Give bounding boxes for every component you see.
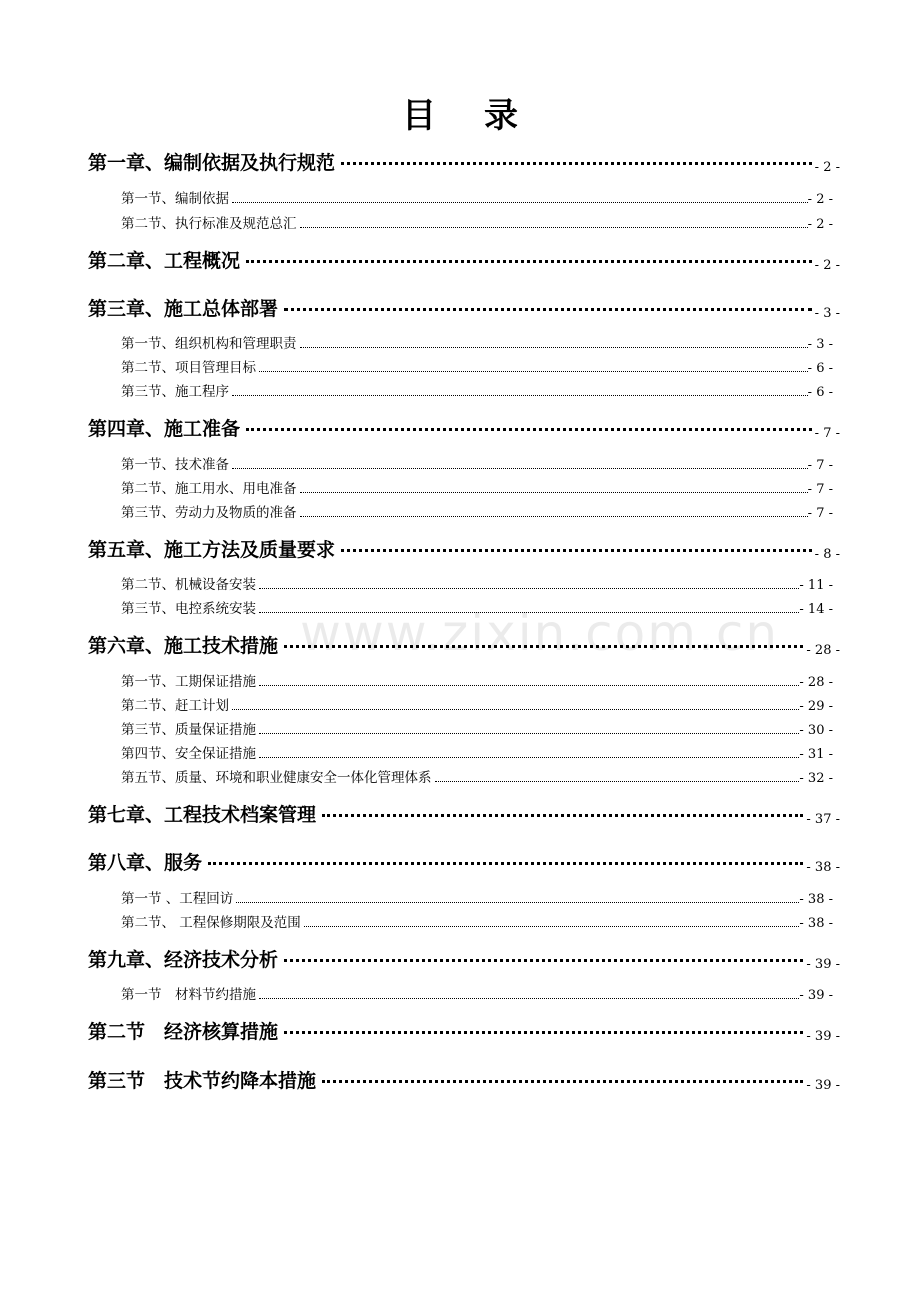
toc-page-number: - 31 -: [799, 747, 833, 762]
toc-entry-label: 第二节、项目管理目标: [121, 360, 256, 376]
toc-page-number: - 30 -: [799, 723, 833, 738]
toc-dot-leader: [284, 1031, 803, 1034]
toc-chapter-entry[interactable]: [88, 848, 840, 875]
toc-section-entry[interactable]: [121, 597, 833, 617]
toc-dot-leader: [259, 733, 799, 734]
toc-page-number: - 2 -: [807, 192, 833, 207]
toc-dot-leader: [208, 862, 803, 865]
toc-dot-leader: [300, 516, 808, 517]
toc-dot-leader: [259, 371, 808, 372]
toc-dot-leader: [284, 645, 803, 648]
toc-dot-leader: [284, 308, 812, 311]
toc-page-number: - 7 -: [807, 458, 833, 473]
toc-entry-label: 第五节、质量、环境和职业健康安全一体化管理体系: [121, 770, 432, 786]
toc-dot-leader: [259, 757, 799, 758]
toc-entry-label: 第二章、工程概况: [88, 250, 241, 272]
toc-title-char-1: 目: [402, 96, 436, 136]
toc-dot-leader: [341, 162, 812, 165]
toc-section-entry[interactable]: [121, 670, 833, 690]
toc-entry-label: 第一节 材料节约措施: [121, 987, 256, 1003]
toc-page-number: - 2 -: [814, 258, 840, 273]
toc-section-entry[interactable]: [121, 573, 833, 593]
toc-dot-leader: [300, 347, 808, 348]
toc-dot-leader: [232, 202, 808, 203]
toc-section-entry[interactable]: [121, 718, 833, 738]
toc-section-entry[interactable]: [121, 742, 833, 762]
toc-dot-leader: [246, 260, 812, 263]
toc-chapter-entry[interactable]: [88, 294, 840, 321]
toc-page-number: - 38 -: [799, 892, 833, 907]
toc-dot-leader: [341, 549, 812, 552]
toc-entry-label: 第二节、赶工计划: [121, 698, 229, 714]
toc-page-number: - 7 -: [807, 506, 833, 521]
toc-dot-leader: [259, 685, 799, 686]
toc-page-number: - 39 -: [806, 1078, 840, 1093]
toc-entry-label: 第三章、施工总体部署: [88, 298, 279, 320]
toc-dot-leader: [246, 428, 812, 431]
toc-dot-leader: [232, 395, 808, 396]
toc-page-number: - 7 -: [807, 482, 833, 497]
toc-entry-label: 第四节、安全保证措施: [121, 746, 256, 762]
toc-page-number: - 7 -: [814, 426, 840, 441]
toc-dot-leader: [232, 468, 808, 469]
toc-entry-label: 第一节、组织机构和管理职责: [121, 336, 297, 352]
toc-dot-leader: [259, 588, 799, 589]
toc-section-entry[interactable]: [121, 356, 833, 376]
toc-chapter-entry[interactable]: [88, 148, 840, 175]
toc-chapter-entry[interactable]: [88, 800, 840, 827]
toc-section-entry[interactable]: [121, 453, 833, 473]
toc-entry-label: 第三节、电控系统安装: [121, 601, 256, 617]
toc-entry-label: 第一节 、工程回访: [121, 891, 234, 907]
toc-page-number: - 3 -: [814, 306, 840, 321]
toc-entry-label: 第一章、编制依据及执行规范: [88, 152, 336, 174]
toc-title: [0, 88, 920, 137]
toc-section-entry[interactable]: [121, 332, 833, 352]
toc-page-number: - 39 -: [806, 1029, 840, 1044]
toc-entry-label: 第三节、质量保证措施: [121, 722, 256, 738]
toc-section-entry[interactable]: [121, 187, 833, 207]
toc-dot-leader: [304, 926, 800, 927]
toc-page-number: - 39 -: [806, 957, 840, 972]
toc-page-number: - 38 -: [806, 860, 840, 875]
toc-entry-label: 第一节、编制依据: [121, 191, 229, 207]
toc-entry-label: 第三节、劳动力及物质的准备: [121, 505, 297, 521]
toc-dot-leader: [300, 227, 808, 228]
toc-entry-label: 第一节、工期保证措施: [121, 674, 256, 690]
toc-entry-label: 第三节 技术节约降本措施: [88, 1070, 317, 1092]
toc-page-number: - 2 -: [814, 160, 840, 175]
toc-section-entry[interactable]: [121, 911, 833, 931]
toc-section-entry[interactable]: [121, 212, 833, 232]
toc-page-number: - 39 -: [799, 988, 833, 1003]
toc-title-char-2: 录: [484, 96, 518, 136]
toc-section-entry[interactable]: [121, 766, 833, 786]
toc-entry-label: 第二节、执行标准及规范总汇: [121, 216, 297, 232]
toc-entry-label: 第五章、施工方法及质量要求: [88, 539, 336, 561]
toc-page-number: - 11 -: [799, 578, 833, 593]
toc-entry-label: 第二节、机械设备安装: [121, 577, 256, 593]
toc-section-entry[interactable]: [121, 983, 833, 1003]
toc-entry-label: 第七章、工程技术档案管理: [88, 804, 317, 826]
toc-chapter-entry[interactable]: [88, 945, 840, 972]
toc-entry-label: 第九章、经济技术分析: [88, 949, 279, 971]
toc-entry-label: 第六章、施工技术措施: [88, 635, 279, 657]
toc-dot-leader: [236, 902, 799, 903]
toc-chapter-entry[interactable]: [88, 1017, 840, 1044]
toc-dot-leader: [259, 612, 799, 613]
toc-entry-label: 第二节 经济核算措施: [88, 1021, 279, 1043]
toc-page-number: - 3 -: [807, 337, 833, 352]
toc-section-entry[interactable]: [121, 477, 833, 497]
toc-dot-leader: [322, 814, 803, 817]
toc-page-number: - 29 -: [799, 699, 833, 714]
toc-dot-leader: [259, 998, 799, 999]
toc-page-number: - 28 -: [799, 675, 833, 690]
toc-page-number: - 28 -: [806, 643, 840, 658]
toc-chapter-entry[interactable]: [88, 1066, 840, 1093]
toc-entry-label: 第一节、技术准备: [121, 457, 229, 473]
toc-dot-leader: [284, 959, 803, 962]
toc-chapter-entry[interactable]: [88, 246, 840, 273]
toc-chapter-entry[interactable]: [88, 535, 840, 562]
toc-page-number: - 32 -: [799, 771, 833, 786]
toc-section-entry[interactable]: [121, 501, 833, 521]
toc-section-entry[interactable]: [121, 380, 833, 400]
toc-chapter-entry[interactable]: [88, 414, 840, 441]
toc-entry-label: 第八章、服务: [88, 852, 203, 874]
toc-section-entry[interactable]: [121, 694, 833, 714]
toc-page-number: - 6 -: [807, 361, 833, 376]
toc-entry-label: 第四章、施工准备: [88, 418, 241, 440]
toc-page-number: - 2 -: [807, 217, 833, 232]
toc-dot-leader: [322, 1080, 803, 1083]
toc-section-entry[interactable]: [121, 887, 833, 907]
toc-page-number: - 6 -: [807, 385, 833, 400]
toc-page-number: - 14 -: [799, 602, 833, 617]
toc-page-number: - 38 -: [799, 916, 833, 931]
toc-entry-label: 第二节、 工程保修期限及范围: [121, 915, 301, 931]
toc-dot-leader: [232, 709, 799, 710]
toc-page-number: - 8 -: [814, 547, 840, 562]
toc-page-number: - 37 -: [806, 812, 840, 827]
toc-dot-leader: [435, 781, 800, 782]
watermark: www.zixin.com.cn: [300, 604, 780, 662]
toc-entry-label: 第二节、施工用水、用电准备: [121, 481, 297, 497]
toc-entry-label: 第三节、施工程序: [121, 384, 229, 400]
toc-dot-leader: [300, 492, 808, 493]
toc-chapter-entry[interactable]: [88, 631, 840, 658]
